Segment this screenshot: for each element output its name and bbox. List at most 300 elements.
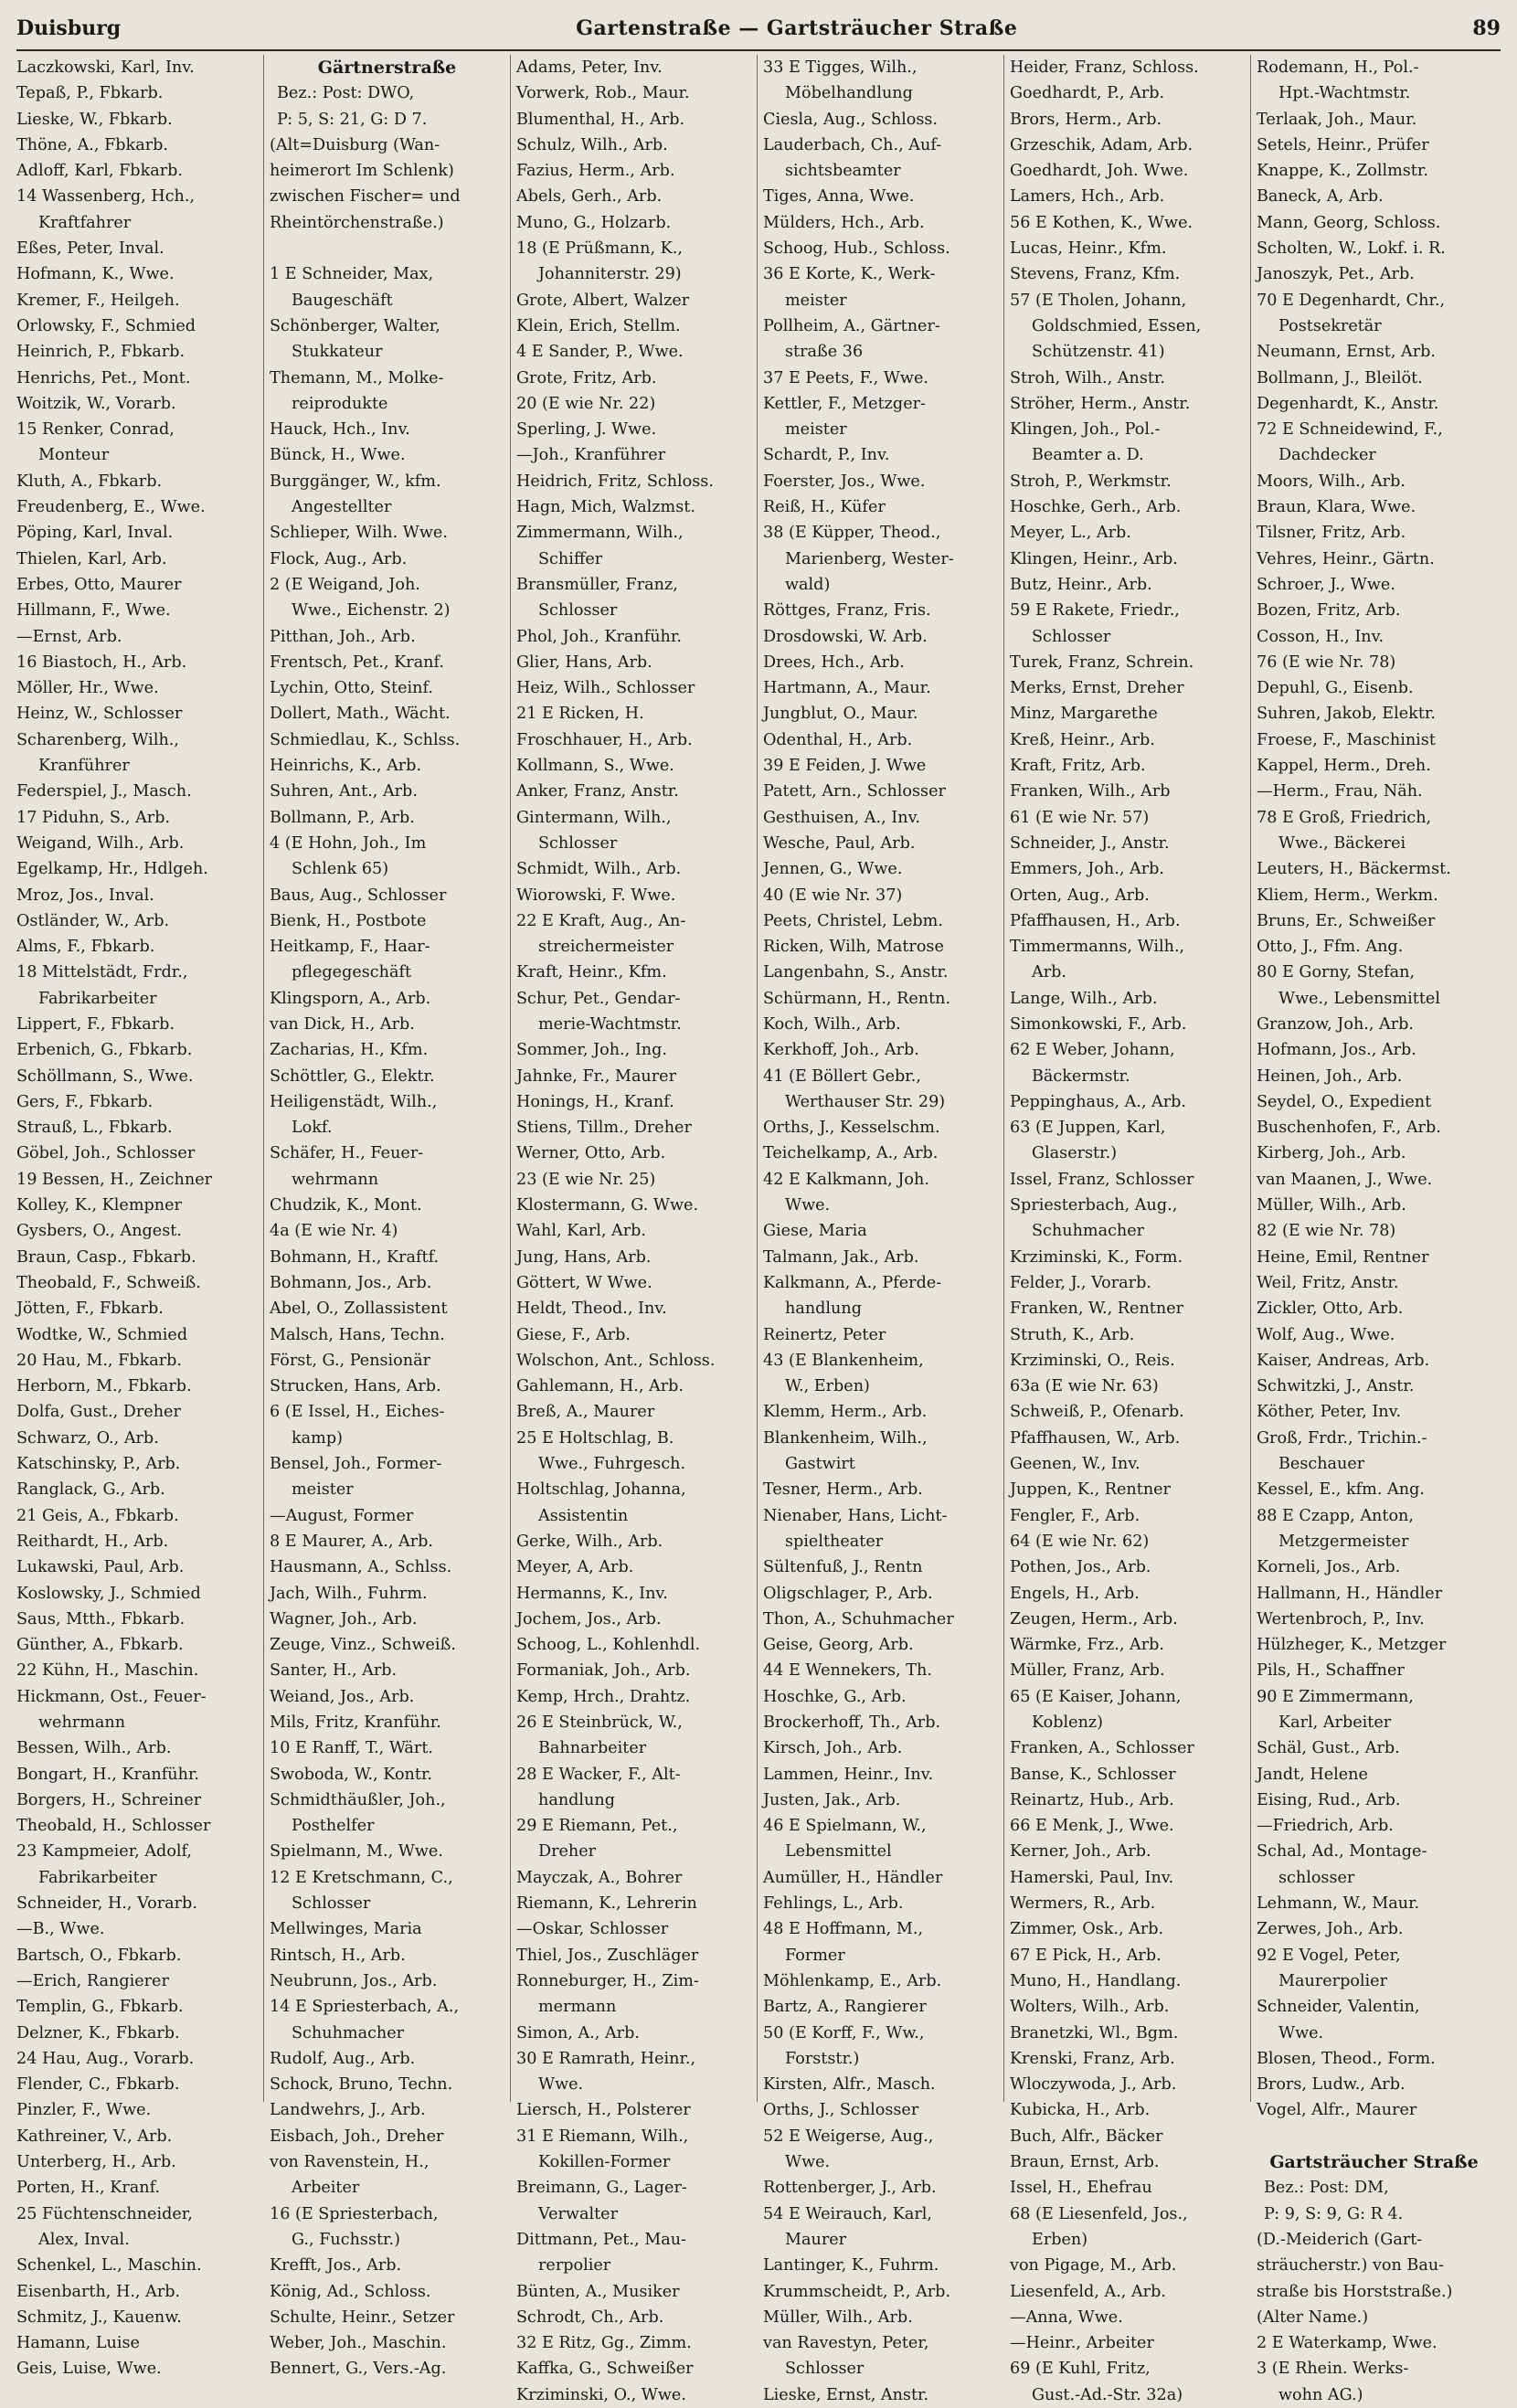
column-4: [757, 55, 1003, 2404]
directory-entry: Schenkel, L., Maschin.: [16, 2256, 202, 2275]
directory-entry: Grote, Albert, Walzer: [516, 291, 690, 310]
directory-entry: Klemm, Herm., Arb.: [763, 1403, 928, 1422]
directory-entry: 80 E Gorny, Stefan,: [1257, 963, 1416, 982]
directory-entry: [270, 236, 504, 261]
directory-entry: 42 E Kalkmann, Joh.: [763, 1170, 929, 1189]
directory-entry: Mroz, Jos., Inval.: [16, 886, 154, 905]
directory-entry: Schock, Bruno, Techn.: [270, 2075, 453, 2095]
directory-entry: Schmitz, J., Kauenw.: [16, 2307, 182, 2327]
directory-entry: Schulte, Heinr., Setzer: [270, 2307, 455, 2327]
directory-entry: Glaserstr.): [1032, 1144, 1118, 1163]
directory-entry: Kollmann, S., Wwe.: [516, 757, 674, 776]
directory-entry: Pfaffhausen, H., Arb.: [1010, 911, 1181, 930]
directory-entry: Lammen, Heinr., Inv.: [763, 1765, 934, 1784]
directory-entry: Bessen, Wilh., Arb.: [16, 1739, 172, 1758]
directory-entry: Strauß, L., Fbkarb.: [16, 1119, 173, 1138]
directory-entry: Jung, Hans, Arb.: [516, 1247, 652, 1267]
directory-entry: Weber, Joh., Maschin.: [270, 2334, 447, 2353]
directory-entry: 18 Mittelstädt, Frdr.,: [16, 963, 188, 982]
directory-entry: Schiffer: [538, 549, 603, 568]
directory-entry: Bollmann, J., Bleilöt.: [1257, 368, 1423, 387]
directory-entry: Weigand, Wilh., Arb.: [16, 833, 185, 853]
directory-entry: Meyer, L., Arb.: [1010, 524, 1131, 543]
directory-entry: Knappe, K., Zollmstr.: [1257, 162, 1428, 181]
directory-entry: Theobald, H., Schlosser: [16, 1817, 211, 1836]
directory-entry: Klingen, Joh., Pol.-: [1010, 420, 1161, 440]
directory-entry: Lieske, W., Fbkarb.: [16, 110, 173, 129]
directory-entry: sichtsbeamter: [785, 162, 901, 181]
directory-entry: Kaffka, G., Schweißer: [516, 2360, 694, 2379]
directory-entry: Eßes, Peter, Inval.: [16, 239, 164, 259]
directory-entry: Meyer, A, Arb.: [516, 1558, 634, 1577]
directory-entry: Schönberger, Walter,: [270, 316, 440, 335]
directory-entry: Dreher: [538, 1842, 597, 1862]
directory-entry: Ranglack, G., Arb.: [16, 1480, 165, 1500]
directory-entry: 3 (E Rhein. Werks-: [1257, 2360, 1409, 2379]
directory-entry: Setels, Heinr., Prüfer: [1257, 135, 1429, 154]
directory-entry: Struth, K., Arb.: [1010, 1325, 1135, 1344]
directory-entry: Heinz, W., Schlosser: [16, 705, 183, 724]
directory-entry: 37 E Peets, F., Wwe.: [763, 368, 928, 387]
directory-entry: Heiz, Wilh., Schlosser: [516, 679, 695, 698]
directory-entry: Seydel, O., Expedient: [1257, 1092, 1432, 1111]
directory-entry: Orths, J., Schlosser: [763, 2101, 919, 2120]
directory-entry: Orlowsky, F., Schmied: [16, 316, 196, 335]
directory-entry: meister: [785, 291, 847, 310]
directory-entry: Klingen, Heinr., Arb.: [1010, 549, 1178, 568]
directory-entry: Röttges, Franz, Fris.: [763, 601, 931, 621]
directory-entry: Hickmann, Ost., Feuer-: [16, 1687, 207, 1706]
directory-entry: Heitkamp, F., Haar-: [270, 938, 430, 957]
directory-entry: Hartmann, A., Maur.: [763, 679, 931, 698]
directory-entry: 46 E Spielmann, W.,: [763, 1817, 927, 1836]
directory-entry: wald): [785, 575, 831, 594]
directory-entry: Froese, F., Maschinist: [1257, 730, 1436, 749]
directory-entry: Hermanns, K., Inv.: [516, 1584, 668, 1603]
directory-entry: Woitzik, W., Vorarb.: [16, 394, 176, 413]
directory-entry: Bohmann, Jos., Arb.: [270, 1273, 432, 1292]
directory-entry: —Erich, Rangierer: [16, 1971, 169, 1990]
directory-entry: Heiligenstädt, Wilh.,: [270, 1092, 438, 1111]
directory-entry: Buschenhofen, F., Arb.: [1257, 1119, 1441, 1138]
directory-entry: 32 E Ritz, Gg., Zimm.: [516, 2334, 692, 2353]
directory-entry: Abel, O., Zollassistent: [270, 1299, 448, 1319]
directory-entry: 52 E Weigerse, Aug.,: [763, 2127, 934, 2146]
directory-entry: 69 (E Kuhl, Fritz,: [1010, 2360, 1151, 2379]
directory-entry: 19 Bessen, H., Zeichner: [16, 1170, 213, 1189]
directory-entry: Franken, Wilh., Arb: [1010, 782, 1171, 801]
directory-entry: Brockerhoff, Th., Arb.: [763, 1713, 941, 1732]
directory-entry: Neubrunn, Jos., Arb.: [270, 1971, 438, 1990]
directory-entry: 4a (E wie Nr. 4): [270, 1222, 398, 1241]
directory-entry: Orths, J., Kesselschm.: [763, 1119, 940, 1138]
directory-entry: Kessel, E., kfm. Ang.: [1257, 1480, 1425, 1500]
directory-entry: Reithardt, H., Arb.: [16, 1532, 169, 1551]
directory-entry: Kreß, Heinr., Arb.: [1010, 730, 1155, 749]
directory-entry: Talmann, Jak., Arb.: [763, 1247, 919, 1267]
directory-entry: Koch, Wilh., Arb.: [763, 1014, 901, 1034]
directory-entry: 61 (E wie Nr. 57): [1010, 808, 1150, 827]
directory-entry: Lychin, Otto, Steinf.: [270, 679, 433, 698]
directory-entry: Göbel, Joh., Schlosser: [16, 1144, 196, 1163]
directory-entry: Wahl, Karl, Arb.: [516, 1222, 647, 1241]
directory-entry: Bozen, Fritz, Arb.: [1257, 601, 1401, 621]
directory-entry: Lange, Wilh., Arb.: [1010, 989, 1158, 1008]
column-1: [16, 55, 263, 2379]
directory-entry: Krziminski, O., Reis.: [1010, 1351, 1175, 1370]
directory-entry: 78 E Groß, Friedrich,: [1257, 808, 1432, 827]
directory-entry: Scholten, W., Lokf. i. R.: [1257, 239, 1446, 259]
directory-entry: Posthelfer: [292, 1817, 375, 1836]
directory-entry: Hoschke, Gerh., Arb.: [1010, 498, 1182, 517]
directory-entry: Teichelkamp, A., Arb.: [763, 1144, 939, 1163]
directory-entry: Bahnarbeiter: [538, 1739, 647, 1758]
directory-entry: 24 Hau, Aug., Vorarb.: [16, 2049, 195, 2068]
directory-entry: 21 E Ricken, H.: [516, 705, 644, 724]
directory-entry: 14 E Spriesterbach, A.,: [270, 1998, 460, 2017]
directory-entry: W., Erben): [785, 1377, 870, 1396]
directory-entry: Aumüller, H., Händler: [763, 1868, 943, 1887]
directory-entry: 29 E Riemann, Pet.,: [516, 1817, 678, 1836]
directory-entry: Wwe., Bäckerei: [1278, 833, 1406, 853]
directory-entry: Tesner, Herm., Arb.: [763, 1480, 923, 1500]
directory-entry: Hülzheger, K., Metzger: [1257, 1636, 1447, 1655]
directory-entry: Bäckermstr.: [1032, 1066, 1130, 1086]
directory-entry: Adams, Peter, Inv.: [516, 58, 663, 77]
directory-entry: Kolley, K., Klempner: [16, 1196, 182, 1215]
directory-entry: Drosdowski, W. Arb.: [763, 627, 928, 646]
directory-entry: spieltheater: [785, 1532, 884, 1551]
directory-entry: Wertenbroch, P., Inv.: [1257, 1609, 1425, 1628]
directory-entry: Lucas, Heinr., Kfm.: [1010, 239, 1167, 259]
directory-entry: Stroh, Wilh., Anstr.: [1010, 368, 1165, 387]
directory-entry: Mülders, Hch., Arb.: [763, 213, 925, 232]
directory-entry: Cosson, H., Inv.: [1257, 627, 1384, 646]
directory-entry: Vehres, Heinr., Gärtn.: [1257, 549, 1435, 568]
directory-entry: 18 (E Prüßmann, K.,: [516, 239, 683, 259]
directory-entry: Vogel, Alfr., Maurer: [1257, 2101, 1417, 2120]
directory-entry: Wwe.: [1278, 2023, 1324, 2042]
directory-entry: 28 E Wacker, F., Alt-: [516, 1765, 681, 1784]
directory-entry: Bünck, H., Wwe.: [270, 446, 406, 465]
directory-entry: Thielen, Karl, Arb.: [16, 549, 167, 568]
directory-entry: Kappel, Herm., Dreh.: [1257, 757, 1431, 776]
directory-entry: Kluth, A., Fbkarb.: [16, 472, 163, 491]
directory-entry: Bartz, A., Rangierer: [763, 1998, 927, 2017]
directory-entry: Breimann, G., Lager-: [516, 2179, 687, 2198]
directory-entry: Bransmüller, Franz,: [516, 575, 678, 594]
directory-entry: Goldschmied, Essen,: [1032, 316, 1202, 335]
directory-entry: Schlosser: [785, 2360, 865, 2379]
directory-entry: Heinrichs, K., Arb.: [270, 757, 422, 776]
directory-entry: meister: [292, 1480, 354, 1500]
directory-entry: Theobald, F., Schweiß.: [16, 1273, 201, 1292]
directory-entry: Jötten, F., Fbkarb.: [16, 1299, 164, 1319]
directory-entry: 63a (E wie Nr. 63): [1010, 1377, 1159, 1396]
directory-entry: Tiges, Anna, Wwe.: [763, 187, 915, 207]
directory-entry: Saus, Mtth., Fbkarb.: [16, 1609, 186, 1628]
directory-entry: Metzgermeister: [1278, 1532, 1409, 1551]
directory-entry: Schöllmann, S., Wwe.: [16, 1066, 194, 1086]
directory-entry: heimerort Im Schlenk): [270, 162, 454, 181]
directory-entry: Schlosser: [292, 1894, 371, 1914]
directory-entry: Delzner, K., Fbkarb.: [16, 2023, 180, 2042]
directory-entry: Emmers, Joh., Arb.: [1010, 860, 1164, 879]
directory-entry: Stukkateur: [292, 343, 383, 362]
directory-entry: 16 Biastoch, H., Arb.: [16, 652, 187, 672]
directory-entry: Grote, Fritz, Arb.: [516, 368, 657, 387]
directory-entry: Braun, Ernst, Arb.: [1010, 2153, 1160, 2172]
directory-entry: —Ernst, Arb.: [16, 627, 122, 646]
directory-entry: Grzeschik, Adam, Arb.: [1010, 135, 1193, 154]
directory-entry: Drees, Hch., Arb.: [763, 652, 905, 672]
directory-entry: Eisenbarth, H., Arb.: [16, 2282, 181, 2301]
directory-entry: Wodtke, W., Schmied: [16, 1325, 188, 1344]
directory-entry: Braun, Klara, Wwe.: [1257, 498, 1416, 517]
directory-entry: Brors, Ludw., Arb.: [1257, 2075, 1406, 2095]
directory-entry: Arb.: [1032, 963, 1066, 982]
directory-entry: [1257, 2124, 1491, 2149]
directory-entry: Dollert, Math., Wächt.: [270, 705, 451, 724]
directory-entry: Dittmann, Pet., Mau-: [516, 2230, 686, 2249]
directory-entry: handlung: [785, 1299, 862, 1319]
directory-entry: Vorwerk, Rob., Maur.: [516, 84, 690, 103]
directory-entry: Pfaffhausen, W., Arb.: [1010, 1428, 1181, 1448]
directory-entry: Alex, Inval.: [38, 2230, 130, 2249]
directory-entry: 26 E Steinbrück, W.,: [516, 1713, 683, 1732]
directory-entry: 2 (E Weigand, Joh.: [270, 575, 420, 594]
directory-entry: streichermeister: [538, 938, 674, 957]
directory-entry: 43 (E Blankenheim,: [763, 1351, 924, 1370]
directory-entry: Schmiedlau, K., Schlss.: [270, 730, 461, 749]
directory-entry: Maurerpolier: [1278, 1971, 1387, 1990]
directory-entry: Rudolf, Aug., Arb.: [270, 2049, 416, 2068]
directory-entry: Granzow, Joh., Arb.: [1257, 1014, 1415, 1034]
directory-entry: pflegegeschäft: [292, 963, 412, 982]
directory-entry: Bienk, H., Postbote: [270, 911, 427, 930]
directory-entry: Schneider, H., Vorarb.: [16, 1894, 197, 1914]
directory-entry: Wwe., Eichenstr. 2): [292, 601, 451, 621]
directory-entry: Schrodt, Ch., Arb.: [516, 2307, 664, 2327]
directory-entry: 23 Kampmeier, Adolf,: [16, 1842, 193, 1862]
directory-entry: Pinzler, F., Wwe.: [16, 2101, 152, 2120]
directory-entry: Abels, Gerh., Arb.: [516, 187, 663, 207]
street-heading: Gartsträucher Straße: [1269, 2152, 1479, 2173]
directory-entry: straße 36: [785, 343, 864, 362]
directory-entry: Bartsch, O., Fbkarb.: [16, 1946, 182, 1965]
directory-entry: Bensel, Joh., Former-: [270, 1455, 442, 1474]
directory-entry: Lehmann, W., Maur.: [1257, 1894, 1420, 1914]
directory-entry: 36 E Korte, K., Werk-: [763, 265, 936, 284]
directory-entry: Riemann, K., Lehrerin: [516, 1894, 697, 1914]
directory-entry: Lippert, F., Fbkarb.: [16, 1014, 175, 1034]
directory-entry: Marienberg, Wester-: [785, 549, 954, 568]
directory-entry: Krziminski, K., Form.: [1010, 1247, 1183, 1267]
directory-entry: Sommer, Joh., Ing.: [516, 1041, 667, 1060]
directory-entry: Leuters, H., Bäckermst.: [1257, 860, 1451, 879]
directory-entry: Hillmann, F., Wwe.: [16, 601, 171, 621]
directory-entry: rerpolier: [538, 2256, 611, 2275]
directory-entry: Mann, Georg, Schloss.: [1257, 213, 1441, 232]
directory-entry: Schlosser: [1032, 627, 1111, 646]
directory-entry: Lebensmittel: [785, 1842, 892, 1862]
directory-entry: Anker, Franz, Anstr.: [516, 782, 679, 801]
directory-entry: Wloczywoda, J., Arb.: [1010, 2075, 1177, 2095]
directory-entry: Koslowsky, J., Schmied: [16, 1584, 201, 1603]
directory-entry: Stroh, P., Werkmstr.: [1010, 472, 1172, 491]
directory-entry: Kremer, F., Heilgeh.: [16, 291, 180, 310]
directory-entry: wohn AG.): [1278, 2385, 1363, 2404]
directory-entry: Lauderbach, Ch., Auf-: [763, 135, 942, 154]
directory-entry: Terlaak, Joh., Maur.: [1257, 110, 1417, 129]
directory-entry: Bongart, H., Kranführ.: [16, 1765, 200, 1784]
directory-entry: Glier, Hans, Arb.: [516, 652, 652, 672]
directory-entry: Gahlemann, H., Arb.: [516, 1377, 684, 1396]
directory-entry: Baus, Aug., Schlosser: [270, 886, 447, 905]
directory-entry: Kemp, Hrch., Drahtz.: [516, 1687, 691, 1706]
directory-entry: Liersch, H., Polsterer: [516, 2101, 691, 2120]
directory-entry: Hagn, Mich, Walzmst.: [516, 498, 695, 517]
directory-entry: zwischen Fischer= und: [270, 187, 461, 207]
directory-entry: 67 E Pick, H., Arb.: [1010, 1946, 1162, 1965]
directory-entry: Pitthan, Joh., Arb.: [270, 627, 416, 646]
directory-entry: Stevens, Franz, Kfm.: [1010, 265, 1181, 284]
directory-entry: (Alt=Duisburg (Wan-: [270, 135, 440, 154]
directory-entry: Timmermanns, Wilh.,: [1010, 938, 1185, 957]
directory-entry: Günther, A., Fbkarb.: [16, 1636, 184, 1655]
directory-entry: Lokf.: [292, 1119, 333, 1138]
directory-entry: reiprodukte: [292, 394, 388, 413]
directory-entry: 21 Geis, A., Fbkarb.: [16, 1506, 179, 1525]
directory-entry: Issel, Franz, Schlosser: [1010, 1170, 1194, 1189]
directory-entry: 65 (E Kaiser, Johann,: [1010, 1687, 1182, 1706]
directory-entry: Gastwirt: [785, 1455, 855, 1474]
directory-entry: Reinertz, Peter: [763, 1325, 886, 1344]
directory-entry: Beamter a. D.: [1032, 446, 1144, 465]
district-info: Bez.: Post: DWO,: [277, 84, 415, 103]
directory-entry: Juppen, K., Rentner: [1010, 1480, 1171, 1500]
directory-entry: Krefft, Jos., Arb.: [270, 2256, 402, 2275]
directory-entry: 6 (E Issel, H., Eiches-: [270, 1403, 445, 1422]
directory-entry: Heidrich, Fritz, Schloss.: [516, 472, 714, 491]
directory-entry: Krummscheidt, P., Arb.: [763, 2282, 951, 2301]
directory-entry: Schützenstr. 41): [1032, 343, 1165, 362]
directory-entry: 41 (E Böllert Gebr.,: [763, 1066, 921, 1086]
directory-entry: 10 E Ranff, T., Wärt.: [270, 1739, 433, 1758]
directory-entry: Kathreiner, V., Arb.: [16, 2127, 173, 2146]
directory-entry: Arbeiter: [292, 2179, 360, 2198]
directory-entry: Unterberg, H., Arb.: [16, 2153, 176, 2172]
directory-entry: Schlieper, Wilh. Wwe.: [270, 524, 448, 543]
directory-entry: Heinen, Joh., Arb.: [1257, 1066, 1403, 1086]
directory-entry: Giese, F., Arb.: [516, 1325, 631, 1344]
directory-entry: Suhren, Ant., Arb.: [270, 782, 418, 801]
header-city: Duisburg: [16, 16, 122, 40]
directory-entry: Möller, Hr., Wwe.: [16, 679, 159, 698]
directory-entry: Bruns, Er., Schweißer: [1257, 911, 1436, 930]
district-info: P: 9, S: 9, G: R 4.: [1264, 2204, 1404, 2223]
directory-entry: 72 E Schneidewind, F.,: [1257, 420, 1443, 440]
directory-entry: 56 E Kothen, K., Wwe.: [1010, 213, 1193, 232]
directory-entry: Heldt, Theod., Inv.: [516, 1299, 667, 1319]
directory-entry: Templin, G., Fbkarb.: [16, 1998, 184, 2017]
directory-entry: Holtschlag, Johanna,: [516, 1480, 686, 1500]
directory-entry: 57 (E Tholen, Johann,: [1010, 291, 1187, 310]
directory-entry: von Ravenstein, H.,: [270, 2153, 430, 2172]
directory-entry: 23 (E wie Nr. 25): [516, 1170, 656, 1189]
directory-entry: Schroer, J., Wwe.: [1257, 575, 1395, 594]
directory-entry: Malsch, Hans, Techn.: [270, 1325, 445, 1344]
directory-entry: Fengler, F., Arb.: [1010, 1506, 1140, 1525]
directory-entry: Hausmann, A., Schlss.: [270, 1558, 452, 1577]
directory-entry: 88 E Czapp, Anton,: [1257, 1506, 1414, 1525]
directory-entry: 2 E Waterkamp, Wwe.: [1257, 2334, 1437, 2353]
directory-entry: Pothen, Jos., Arb.: [1010, 1558, 1151, 1577]
directory-entry: Rheintörchenstraße.): [270, 213, 444, 232]
directory-entry: Baugeschäft: [292, 291, 393, 310]
directory-entry: Johanniterstr. 29): [538, 265, 682, 284]
directory-entry: Franken, A., Schlosser: [1010, 1739, 1194, 1758]
directory-entry: Neumann, Ernst, Arb.: [1257, 343, 1436, 362]
directory-entry: —Oskar, Schlosser: [516, 1920, 669, 1939]
directory-entry: Schuhmacher: [1032, 1222, 1145, 1241]
directory-entry: Muno, G., Holzarb.: [516, 213, 672, 232]
directory-columns: [16, 55, 1501, 2404]
directory-entry: 4 E Sander, P., Wwe.: [516, 343, 684, 362]
directory-entry: 39 E Feiden, J. Wwe: [763, 757, 927, 776]
directory-entry: Ronneburger, H., Zim-: [516, 1971, 699, 1990]
directory-entry: —Anna, Wwe.: [1010, 2307, 1123, 2327]
directory-entry: 16 (E Spriesterbach,: [270, 2204, 439, 2223]
directory-entry: G., Fuchsstr.): [292, 2230, 400, 2249]
directory-entry: Schardt, P., Inv.: [763, 446, 890, 465]
directory-entry: Scharenberg, Wilh.,: [16, 730, 179, 749]
directory-entry: Freudenberg, E., Wwe.: [16, 498, 206, 517]
district-info: Bez.: Post: DM,: [1264, 2179, 1389, 2198]
directory-entry: Klingsporn, A., Arb.: [270, 989, 431, 1008]
directory-entry: Porten, H., Kranf.: [16, 2179, 161, 2198]
directory-entry: Flock, Aug., Arb.: [270, 549, 408, 568]
directory-entry: Hofmann, K., Wwe.: [16, 265, 175, 284]
directory-entry: Weiand, Jos., Arb.: [270, 1687, 415, 1706]
directory-entry: Wärmke, Frz., Arb.: [1010, 1636, 1165, 1655]
directory-entry: 31 E Riemann, Wilh.,: [516, 2127, 689, 2146]
directory-entry: Hoschke, G., Arb.: [763, 1687, 907, 1706]
directory-entry: Sperling, J. Wwe.: [516, 420, 657, 440]
directory-entry: Simonkowski, F., Arb.: [1010, 1014, 1187, 1034]
directory-entry: van Ravestyn, Peter,: [763, 2334, 929, 2353]
directory-entry: Minz, Margarethe: [1010, 705, 1158, 724]
directory-entry: Göttert, W Wwe.: [516, 1273, 652, 1292]
directory-entry: Krziminski, O., Wwe.: [516, 2385, 686, 2404]
directory-entry: (D.-Meiderich (Gart-: [1257, 2230, 1423, 2249]
directory-entry: Liesenfeld, A., Arb.: [1010, 2282, 1166, 2301]
directory-entry: van Maanen, J., Wwe.: [1257, 1170, 1433, 1189]
directory-entry: Egelkamp, Hr., Hdlgeh.: [16, 860, 208, 879]
district-info: P: 5, S: 21, G: D 7.: [277, 110, 428, 129]
directory-entry: Hamerski, Paul, Inv.: [1010, 1868, 1174, 1887]
directory-entry: Wolschon, Ant., Schloss.: [516, 1351, 716, 1370]
directory-entry: Pöping, Karl, Inval.: [16, 524, 174, 543]
directory-entry: Degenhardt, K., Anstr.: [1257, 394, 1439, 413]
directory-entry: Thon, A., Schuhmacher: [763, 1609, 954, 1628]
directory-entry: Maurer: [785, 2230, 847, 2249]
directory-entry: 59 E Rakete, Friedr.,: [1010, 601, 1180, 621]
directory-entry: Erben): [1032, 2230, 1088, 2249]
directory-entry: Schoog, Hub., Schloss.: [763, 239, 950, 259]
directory-entry: Burggänger, W., kfm.: [270, 472, 441, 491]
directory-entry: 20 (E wie Nr. 22): [516, 394, 656, 413]
